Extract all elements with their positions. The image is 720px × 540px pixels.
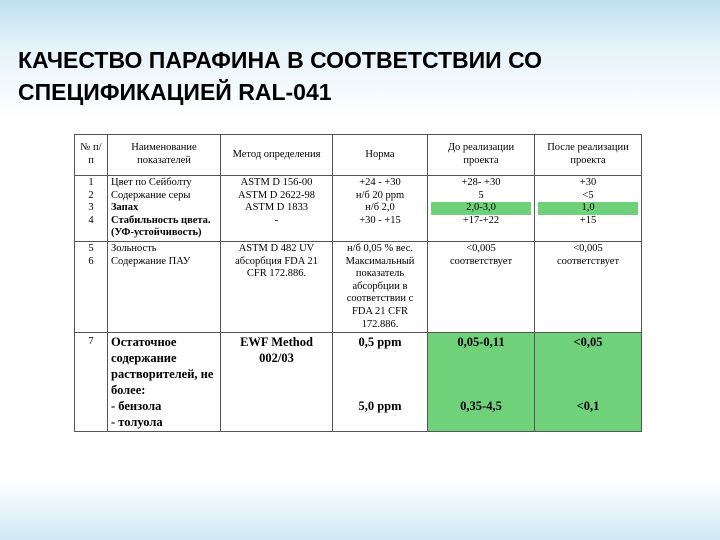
paraffin-quality-table	[74, 134, 642, 432]
row-num: 3	[88, 202, 94, 214]
spacer	[431, 382, 531, 398]
header-before: До реализации проекта	[428, 135, 535, 176]
param-name: Зольность	[111, 242, 157, 254]
spacer	[336, 366, 424, 382]
cell-norms	[333, 176, 428, 242]
after-value: <5	[582, 189, 594, 201]
row-num: 2	[88, 189, 94, 201]
cell-before-highlight	[428, 333, 535, 432]
cell-after-highlight	[535, 333, 642, 432]
spacer	[538, 350, 638, 366]
after-value: +30	[579, 177, 597, 188]
norm-value: +24 - +30	[359, 177, 401, 188]
cell-names	[108, 176, 221, 242]
cell-method: EWF Method 002/03	[221, 333, 333, 432]
background-gradient-bottom	[0, 480, 720, 540]
before-value-highlight: 2,0-3,0	[431, 202, 531, 215]
row-num: 1	[88, 177, 94, 188]
table-row-group-2	[75, 241, 642, 332]
table-row-group-3	[75, 333, 642, 432]
cell-nums	[75, 241, 108, 332]
param-name: Цвет по Сейболту	[111, 177, 192, 188]
header-after: После реализации проекта	[535, 135, 642, 176]
cell-num: 7	[75, 333, 108, 432]
after-value: соответствует	[556, 255, 620, 267]
cell-after	[535, 241, 642, 332]
row-num: 5	[88, 242, 94, 254]
cell-name: Остаточное содержание растворителей, не более: - бензола - толуола	[108, 333, 221, 432]
spacer	[538, 382, 638, 398]
method-value: ASTM D 1833	[244, 202, 308, 214]
norm-value: 5,0 ppm	[358, 399, 402, 414]
table-row-group-1	[75, 176, 642, 242]
cell-norms	[333, 333, 428, 432]
param-name: Стабильность цвета. (УФ-устойчивость)	[111, 214, 211, 239]
before-value: 0,35-4,5	[460, 399, 502, 414]
after-value: +15	[579, 214, 597, 226]
spacer	[336, 350, 424, 366]
norm-value: +30 - +15	[359, 214, 401, 226]
before-value: 5	[478, 189, 484, 201]
spacer	[431, 366, 531, 382]
before-value: <0,005	[466, 242, 496, 254]
before-value: соответствует	[449, 255, 513, 267]
row-num: 4	[88, 214, 94, 226]
method-value: -	[274, 214, 279, 226]
after-value-highlight: 1,0	[538, 202, 638, 215]
after-value: <0,05	[573, 335, 603, 350]
cell-method: ASTM D 482 UV абсорбция FDA 21 CFR 172.886.	[221, 241, 333, 332]
cell-after	[535, 176, 642, 242]
param-name: Запах	[111, 202, 139, 214]
method-value: ASTM D 156-00	[240, 177, 313, 188]
cell-nums	[75, 176, 108, 242]
after-value: <0,1	[576, 399, 600, 414]
header-row	[75, 135, 642, 176]
header-num: № п/п	[75, 135, 108, 176]
spacer	[431, 350, 531, 366]
norm-value: 0,5 ppm	[358, 335, 402, 350]
norm-value: н/б 20 ppm	[355, 189, 405, 201]
cell-norm: н/б 0,05 % вес. Максимальный показатель абсорбции в соответствии с FDA 21 CFR 172.886.	[333, 241, 428, 332]
spacer	[538, 366, 638, 382]
slide-title: КАЧЕСТВО ПАРАФИНА В СООТВЕТСТВИИ СО СПЕЦИФИКАЦИЕЙ RAL-041	[18, 47, 543, 105]
norm-value: н/б 2,0	[365, 202, 395, 214]
header-method: Метод определения	[221, 135, 333, 176]
header-norm: Норма	[333, 135, 428, 176]
after-value: <0,005	[573, 242, 603, 254]
spacer	[336, 382, 424, 398]
cell-names	[108, 241, 221, 332]
header-name: Наименование показателей	[108, 135, 221, 176]
cell-methods	[221, 176, 333, 242]
method-value: ASTM D 2622-98	[237, 189, 315, 201]
param-name: Содержание ПАУ	[111, 255, 191, 267]
cell-before	[428, 241, 535, 332]
row-num: 6	[88, 255, 94, 267]
param-name: Содержание серы	[111, 189, 191, 201]
before-value: +17-+22	[462, 214, 500, 226]
before-value: 0,05-0,11	[457, 335, 505, 350]
cell-before	[428, 176, 535, 242]
before-value: +28- +30	[461, 177, 501, 188]
